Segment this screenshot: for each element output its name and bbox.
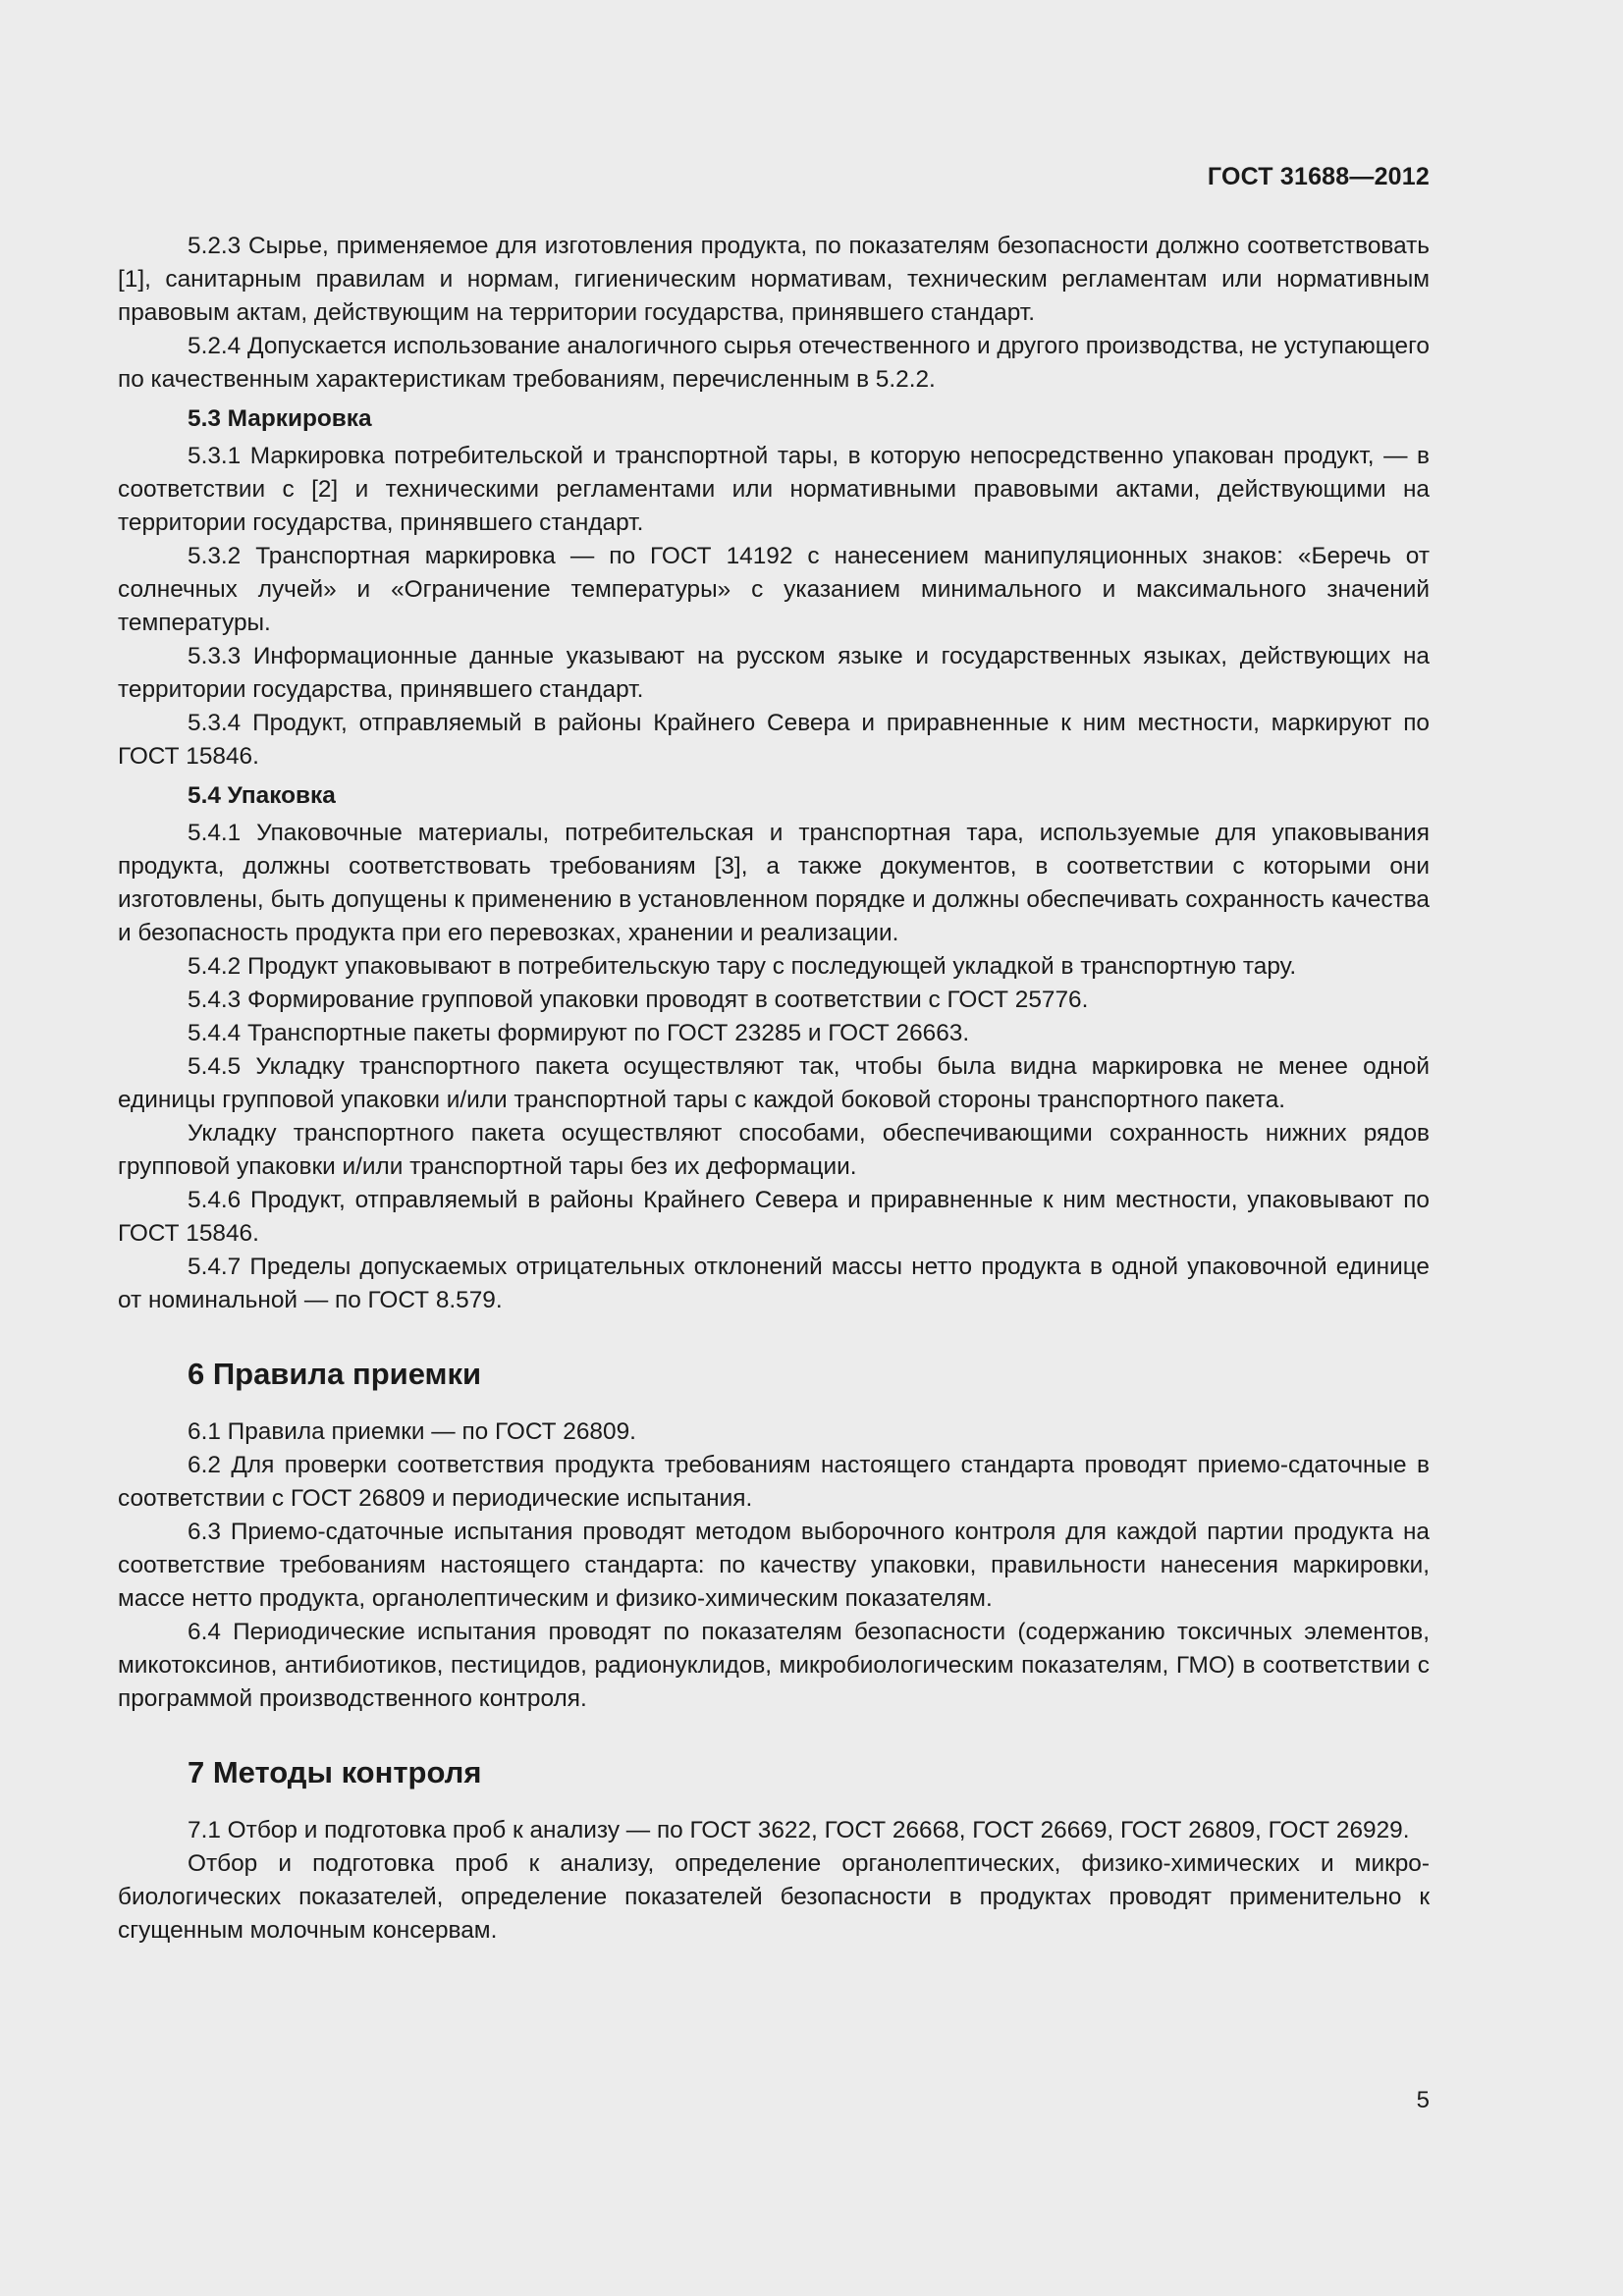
- paragraph-6-3: 6.3 Приемо-сдаточные испытания проводят методом выборочного контроля для каждой партии продукта на соответствие требованиям настоящего стандарта: по качеству упаковки, правильности нанесения маркировки, массе нетто продукта, органолептическим и физико-химическим показателям.: [118, 1519, 1430, 1612]
- paragraph-5-2-3: 5.2.3 Сырье, применяемое для изготовления продукта, по показателям безопасности должно соответствовать [1], санитарным правилам и нормам, гигиеническим нормативам, техническим регламентам или нормативным правовым актам, действующим на территории государства, принявшего стандарт.: [118, 233, 1430, 326]
- document-body: [118, 230, 1430, 1948]
- paragraph-5-3-1: 5.3.1 Маркировка потребительской и транспортной тары, в которую непосредственно упакован продукт, — в соответствии с [2] и техническими регламентами или нормативными правовыми актами, действующими на территории государства, принявшего стандарт.: [118, 443, 1430, 536]
- paragraph-5-4-3: 5.4.3 Формирование групповой упаковки проводят в соответствии с ГОСТ 25776.: [188, 987, 1089, 1013]
- page-number: 5: [1416, 2087, 1430, 2113]
- paragraph-5-4-5-continued: Укладку транспортного пакета осуществляют способами, обеспечивающими сохранность нижних рядов групповой упаковки и/или транспортной тары без их деформации.: [118, 1120, 1430, 1180]
- paragraph-5-4-5: 5.4.5 Укладку транспортного пакета осуществляют так, чтобы была видна маркировка не менее одной единицы групповой упаковки и/или транспортной тары с каждой боковой стороны транспортного пакета.: [118, 1053, 1430, 1113]
- paragraph-5-4-4: 5.4.4 Транспортные пакеты формируют по ГОСТ 23285 и ГОСТ 26663.: [188, 1020, 970, 1046]
- paragraph-6-4: 6.4 Периодические испытания проводят по показателям безопасности (содержанию токсичных элементов, микотоксинов, антибиотиков, пестицидов, радионуклидов, микробиологическим показателям, ГМО) в соответствии с программой производственного контроля.: [118, 1619, 1430, 1712]
- subsection-heading-5-4: 5.4 Упаковка: [188, 782, 336, 809]
- document-code: ГОСТ 31688—2012: [1207, 163, 1430, 190]
- paragraph-6-2: 6.2 Для проверки соответствия продукта требованиям настоящего стандарта проводят приемо-сдаточные в соответствии с ГОСТ 26809 и периодические испытания.: [118, 1452, 1430, 1512]
- paragraph-6-1: 6.1 Правила приемки — по ГОСТ 26809.: [188, 1418, 636, 1445]
- paragraph-5-2-4: 5.2.4 Допускается использование аналогичного сырья отечественного и другого производства, не уступающего по качественным характеристикам требованиям, перечисленным в 5.2.2.: [118, 333, 1430, 393]
- paragraph-5-3-3: 5.3.3 Информационные данные указывают на русском языке и государственных языках, действующих на территории государства, принявшего стандарт.: [118, 643, 1430, 703]
- paragraph-5-4-6: 5.4.6 Продукт, отправляемый в районы Крайнего Севера и приравненные к ним местности, упаковывают по ГОСТ 15846.: [118, 1187, 1430, 1247]
- subsection-heading-5-3: 5.3 Маркировка: [188, 405, 372, 432]
- paragraph-7-1: 7.1 Отбор и подготовка проб к анализу — по ГОСТ 3622, ГОСТ 26668, ГОСТ 26669, ГОСТ 26809, ГОСТ 26929.: [188, 1817, 1410, 1843]
- section-heading-7: 7 Методы контроля: [188, 1755, 482, 1789]
- section-heading-6: 6 Правила приемки: [188, 1357, 482, 1391]
- paragraph-5-4-1: 5.4.1 Упаковочные материалы, потребительская и транспортная тара, используемые для упаковывания продукта, должны соответствовать требованиям [3], а также документов, в соответствии с которыми они изготовлены, быть допущены к применению в установленном порядке и должны обеспечивать сохранность качества и безопасность продукта при его перевозках, хранении и реализации.: [118, 820, 1430, 946]
- paragraph-7-1-continued: Отбор и подготовка проб к анализу, определение органолептических, физико-химических и микробиологических показателей, определение показателей безопасности в продуктах проводят применительно к сгущенным молочным консервам.: [118, 1850, 1430, 1944]
- paragraph-5-3-4: 5.3.4 Продукт, отправляемый в районы Крайнего Севера и приравненные к ним местности, маркируют по ГОСТ 15846.: [118, 710, 1430, 770]
- paragraph-5-3-2: 5.3.2 Транспортная маркировка — по ГОСТ 14192 с нанесением манипуляционных знаков: «Беречь от солнечных лучей» и «Ограничение температуры» с указанием минимального и максимального значений температуры.: [118, 543, 1430, 636]
- paragraph-5-4-2: 5.4.2 Продукт упаковывают в потребительскую тару с последующей укладкой в транспортную тару.: [188, 953, 1297, 980]
- paragraph-5-4-7: 5.4.7 Пределы допускаемых отрицательных отклонений массы нетто продукта в одной упаковочной единице от номинальной — по ГОСТ 8.579.: [118, 1254, 1430, 1313]
